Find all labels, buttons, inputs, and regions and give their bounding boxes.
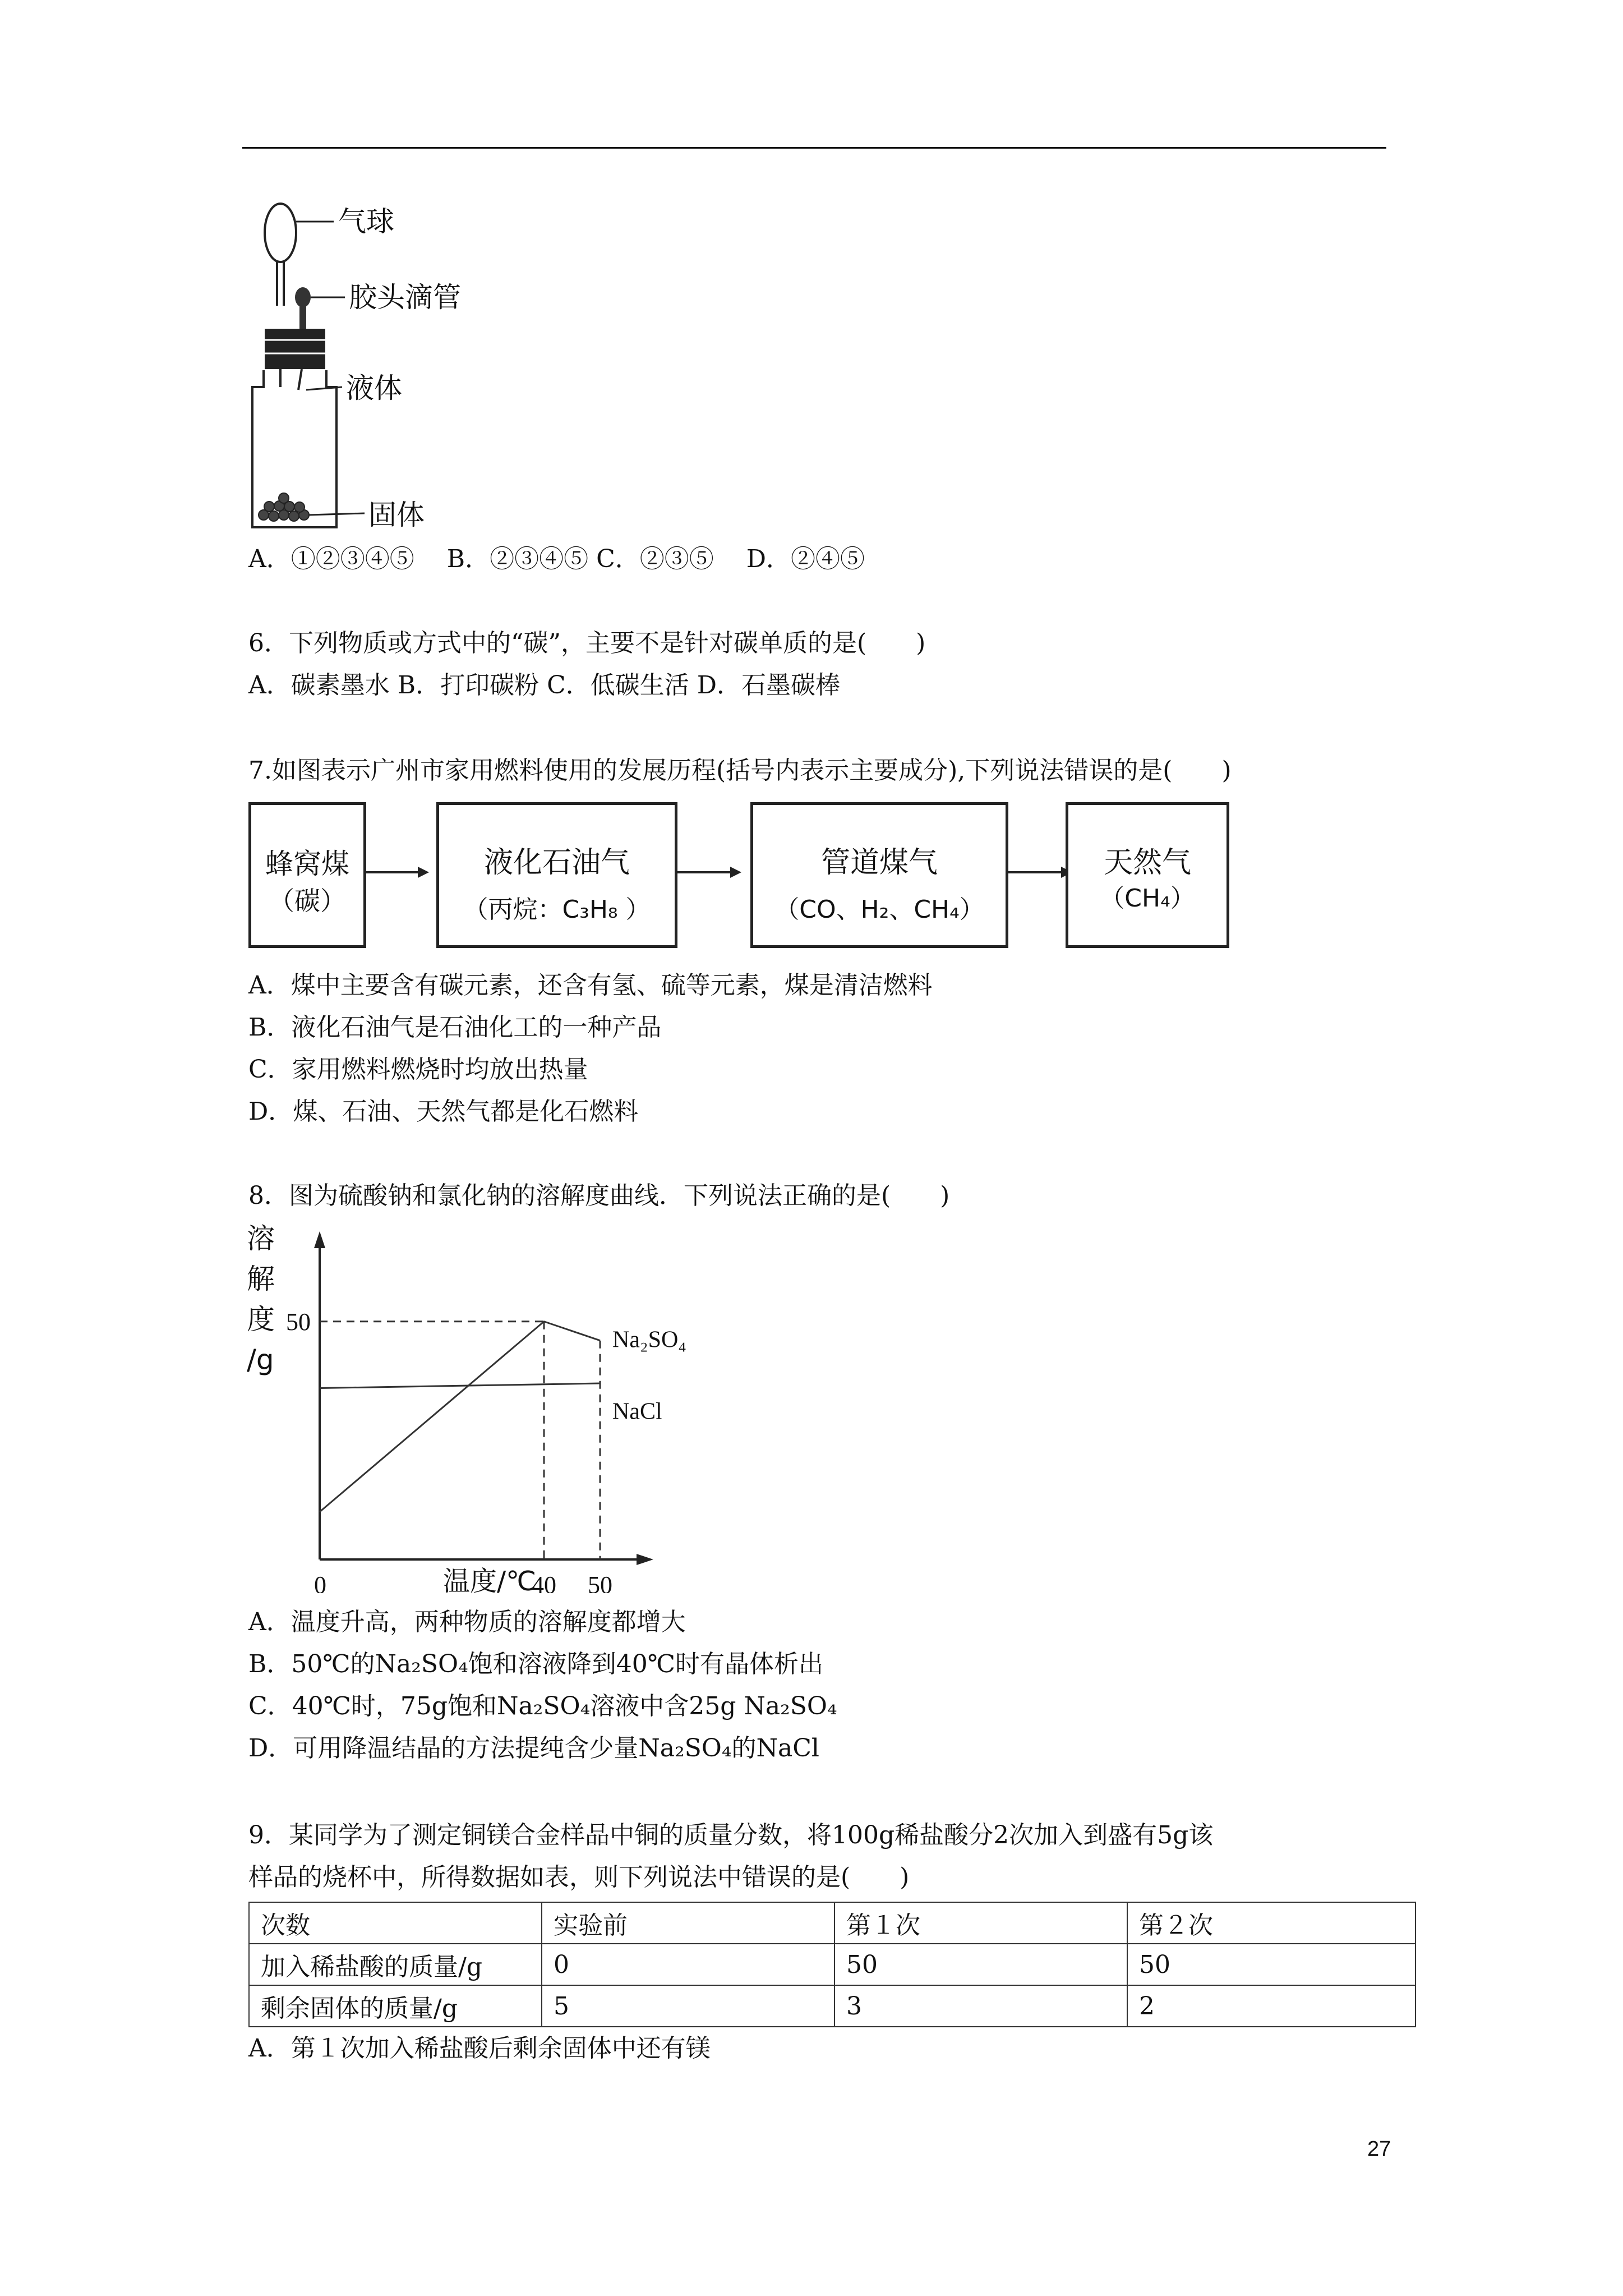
- table-header-cell: 次数: [249, 1902, 542, 1944]
- q9-stem-line1: 9．某同学为了测定铜镁合金样品中铜的质量分数，将100g稀盐酸分2次加入到盛有5g该: [248, 1821, 1214, 1849]
- y-tick-label: 50: [286, 1308, 311, 1336]
- stopper-shape: [265, 329, 325, 369]
- q6-stem: 6．下列物质或方式中的“碳”，主要不是针对碳单质的是( ): [248, 629, 926, 657]
- liquid-label: 液体: [346, 372, 402, 404]
- y-axis-arrow: [314, 1231, 325, 1248]
- fuel-box-lpg: [436, 802, 677, 948]
- q7-option-a: A．煤中主要含有碳元素，还含有氢、硫等元素，煤是清洁燃料: [248, 971, 933, 1000]
- q8-option-d: D．可用降温结晶的方法提纯含少量Na₂SO₄的NaCl: [248, 1734, 819, 1763]
- table-cell: 5: [542, 1985, 834, 2027]
- x-tick-label: 50: [588, 1571, 612, 1593]
- x-axis-label: 温度/℃: [443, 1566, 537, 1593]
- dropper-label: 胶头滴管: [349, 281, 461, 314]
- arrow-icon: [1008, 864, 1075, 881]
- table-cell: 0: [542, 1944, 834, 1985]
- q9-option-a: A．第１次加入稀盐酸后剩余固体中还有镁: [248, 2034, 711, 2063]
- table-cell: 加入稀盐酸的质量/g: [249, 1944, 542, 1985]
- balloon-label: 气球: [338, 205, 394, 238]
- fuel-box-line2: （CO、H₂、CH₄）: [774, 895, 984, 924]
- q8-option-c: C．40℃时，75g饱和Na₂SO₄溶液中含25g Na₂SO₄: [248, 1692, 837, 1720]
- y-axis-label: /g: [247, 1343, 274, 1376]
- fuel-box-line2: （CH₄）: [1100, 884, 1195, 913]
- table-header-cell: 第２次: [1127, 1902, 1415, 1944]
- fuel-box-line1: 管道煤气: [820, 846, 938, 880]
- q8-stem: 8．图为硫酸钠和氯化钠的溶解度曲线．下列说法正确的是( ): [248, 1181, 950, 1210]
- series-nacl-line: [320, 1383, 600, 1388]
- q6-options: A．碳素墨水 B．打印碳粉 C．低碳生活 D．石墨碳棒: [248, 671, 841, 700]
- data-table: [248, 1902, 1416, 2027]
- q7-option-d: D．煤、石油、天然气都是化石燃料: [248, 1097, 639, 1126]
- table-cell: 3: [834, 1985, 1127, 2027]
- x-tick-label: 40: [532, 1571, 556, 1593]
- q8-option-a: A．温度升高，两种物质的溶解度都增大: [248, 1608, 686, 1636]
- q5-options: A．①②③④⑤ B．②③④⑤ C．②③⑤ D．②④⑤: [248, 545, 865, 573]
- solid-label: 固体: [368, 499, 425, 531]
- y-axis-label: 解: [247, 1263, 275, 1295]
- table-cell: 50: [1127, 1944, 1415, 1985]
- header-rule: [242, 147, 1386, 149]
- fuel-box-line1: 液化石油气: [483, 846, 630, 880]
- q7-stem: 7.如图表示广州市家用燃料使用的发展历程(括号内表示主要成分),下列说法错误的是( ): [248, 756, 1232, 785]
- balloon-shape: [265, 204, 296, 262]
- q9-stem-line2: 样品的烧杯中，所得数据如表，则下列说法中错误的是( ): [248, 1863, 910, 1892]
- table-cell: 2: [1127, 1985, 1415, 2027]
- table-cell: 50: [834, 1944, 1127, 1985]
- fuel-box-line2: （丙烷：C₃H₈ ）: [463, 895, 651, 924]
- series-label-na2so4: Na₂SO₄: [612, 1327, 686, 1353]
- table-header-cell: 第１次: [834, 1902, 1127, 1944]
- table-row: [249, 1944, 1415, 1985]
- dropper-shape: [295, 287, 311, 307]
- series-na2so4-line: [320, 1322, 600, 1512]
- table-row: [249, 1985, 1415, 2027]
- q8-option-b: B．50℃的Na₂SO₄饱和溶液降到40℃时有晶体析出: [248, 1650, 823, 1678]
- x-axis-arrow: [637, 1554, 653, 1565]
- solid-pellets: [259, 493, 309, 521]
- q7-option-c: C．家用燃料燃烧时均放出热量: [248, 1055, 588, 1084]
- apparatus-figure: [247, 196, 494, 533]
- fuel-box-line1: 天然气: [1103, 846, 1191, 880]
- fuel-box-line2: （碳）: [269, 886, 346, 916]
- fuel-box-natural-gas: [1066, 802, 1229, 948]
- q7-option-b: B．液化石油气是石油化工的一种产品: [248, 1013, 662, 1042]
- arrow-icon: [677, 864, 744, 881]
- table-cell: 剩余固体的质量/g: [249, 1985, 542, 2027]
- arrow-icon: [365, 864, 432, 881]
- page-number: 27: [1367, 2137, 1391, 2161]
- fuel-box-coal: [248, 802, 366, 948]
- y-axis-label: 度: [247, 1303, 275, 1336]
- table-header-row: [249, 1902, 1415, 1944]
- solubility-chart: [241, 1223, 690, 1593]
- series-label-nacl: NaCl: [612, 1398, 662, 1425]
- y-axis-label: 溶: [247, 1223, 275, 1255]
- x-tick-label: 0: [314, 1571, 326, 1593]
- table-header-cell: 实验前: [542, 1902, 834, 1944]
- fuel-box-line1: 蜂窝煤: [265, 848, 349, 880]
- fuel-box-town-gas: [750, 802, 1008, 948]
